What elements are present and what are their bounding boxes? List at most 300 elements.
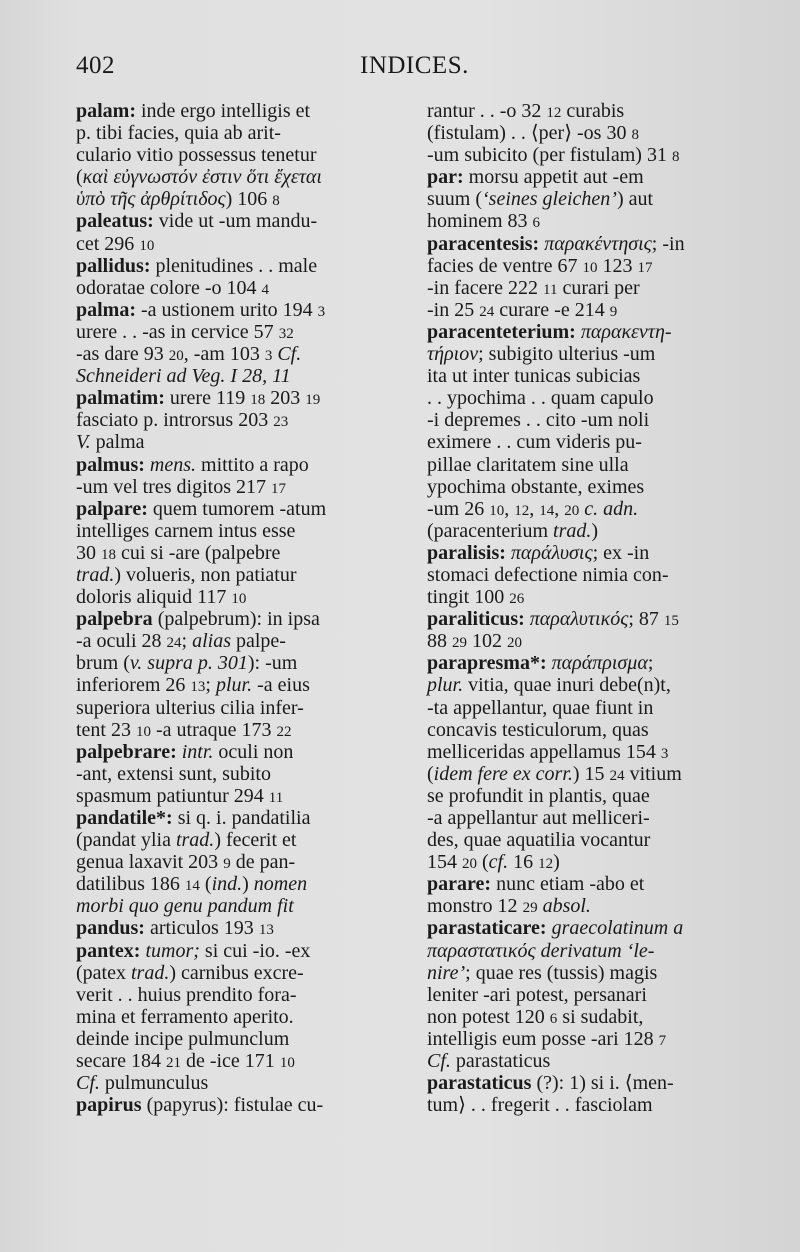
index-line bbox=[76, 1028, 386, 1050]
index-line bbox=[427, 431, 727, 453]
index-line bbox=[427, 697, 727, 719]
entry-text: ) bbox=[591, 519, 599, 542]
line-number: 9 bbox=[609, 303, 618, 320]
headword: paracentesis: bbox=[427, 232, 540, 255]
line-number: 18 bbox=[250, 392, 266, 409]
entry-text: de pan- bbox=[230, 851, 296, 874]
index-line bbox=[76, 321, 386, 343]
entry-text: vide ut -um mandu- bbox=[153, 210, 318, 233]
line-number: 10 bbox=[136, 723, 151, 740]
entry-text: ita ut inter tunicas subicias bbox=[427, 365, 641, 388]
entry-text: curabis bbox=[561, 100, 625, 122]
italic-text: morbi quo genu pandum fit bbox=[76, 895, 294, 918]
left-column bbox=[76, 100, 386, 1116]
index-line bbox=[427, 409, 727, 431]
index-line bbox=[76, 763, 386, 785]
index-line bbox=[427, 984, 727, 1006]
line-number: 24 bbox=[479, 303, 495, 320]
line-number: 13 bbox=[258, 922, 274, 939]
entry-text: -a ustionem urito 194 bbox=[136, 298, 318, 321]
line-number: 3 bbox=[264, 348, 273, 365]
entry-text: oculi non bbox=[213, 740, 294, 763]
entry-text: ) bbox=[553, 851, 560, 874]
entry-text: monstro 12 bbox=[427, 895, 523, 918]
line-number: 10 bbox=[582, 259, 598, 276]
entry-text: ; 87 bbox=[628, 608, 664, 631]
index-line bbox=[427, 586, 727, 608]
entry-text: inferiorem 26 bbox=[76, 674, 191, 697]
index-line bbox=[76, 299, 386, 321]
entry-text: quem tumorem -atum bbox=[147, 497, 327, 520]
line-number: 8 bbox=[671, 149, 680, 166]
entry-text: ) 15 bbox=[572, 762, 610, 785]
index-line bbox=[427, 476, 727, 498]
entry-text: fasciato p. introrsus 203 bbox=[76, 409, 274, 432]
entry-text: curari per bbox=[557, 276, 640, 299]
line-number: 15 bbox=[663, 613, 679, 630]
index-line bbox=[76, 917, 386, 939]
italic-text: παραλυτικός bbox=[529, 608, 629, 631]
italic-text: trad. bbox=[130, 961, 170, 984]
index-line bbox=[427, 564, 727, 586]
entry-text: concavis testiculorum, quas bbox=[427, 718, 649, 741]
index-line bbox=[427, 940, 727, 962]
entry-text: 123 bbox=[597, 254, 638, 277]
entry-text: secare 184 bbox=[76, 1050, 166, 1073]
line-number: 10 bbox=[231, 591, 247, 608]
index-line bbox=[76, 674, 386, 696]
italic-text: παράπρισμα bbox=[551, 652, 648, 675]
index-line bbox=[427, 454, 727, 476]
index-line bbox=[76, 1094, 386, 1116]
entry-text: rantur . . -o 32 bbox=[427, 100, 547, 122]
line-number: 12 bbox=[538, 856, 554, 873]
index-line bbox=[427, 741, 727, 763]
index-line bbox=[427, 210, 727, 232]
line-number: 14 bbox=[184, 878, 200, 895]
index-line bbox=[427, 299, 727, 321]
index-line bbox=[76, 586, 386, 608]
headword: par: bbox=[427, 166, 464, 189]
entry-text: tingit 100 bbox=[427, 586, 510, 609]
line-number: 20 bbox=[507, 635, 522, 652]
entry-text: hominem 83 bbox=[427, 210, 533, 233]
index-line bbox=[76, 608, 386, 630]
entry-text: facies de ventre 67 bbox=[427, 254, 583, 277]
index-line bbox=[427, 144, 727, 166]
index-line bbox=[427, 829, 727, 851]
index-line bbox=[76, 233, 386, 255]
entry-text: ) 106 bbox=[225, 188, 273, 211]
headword: paracenteterium: bbox=[427, 320, 576, 343]
line-number: 12 bbox=[546, 105, 562, 121]
italic-text: alias bbox=[192, 630, 231, 653]
entry-text: parastaticus bbox=[450, 1050, 551, 1073]
entry-text: , bbox=[554, 497, 565, 520]
headword: pallidus: bbox=[76, 254, 151, 277]
line-number: 6 bbox=[549, 1010, 558, 1027]
headword: parapresma*: bbox=[427, 652, 547, 675]
entry-text: , -am 103 bbox=[183, 343, 265, 366]
index-line bbox=[427, 962, 727, 984]
index-line bbox=[76, 343, 386, 365]
index-line bbox=[427, 1072, 727, 1094]
entry-text: ; bbox=[181, 630, 193, 653]
entry-text: ( bbox=[477, 851, 489, 874]
line-number: 11 bbox=[268, 789, 284, 806]
italic-text: absol. bbox=[542, 895, 591, 918]
entry-text: tent 23 bbox=[76, 718, 136, 741]
line-number: 24 bbox=[609, 767, 625, 784]
entry-text: (pandat ylia bbox=[76, 829, 176, 852]
entry-text: -a appellantur aut melliceri- bbox=[427, 807, 650, 829]
entry-text: ; bbox=[647, 652, 654, 675]
headword: palam: bbox=[76, 100, 136, 122]
entry-text: (palpebrum): in ipsa bbox=[152, 608, 320, 631]
index-line bbox=[427, 122, 727, 144]
headword: paralisis: bbox=[427, 541, 506, 564]
entry-text: ) fecerit et bbox=[214, 829, 297, 852]
entry-text: cet 296 bbox=[76, 232, 140, 255]
entry-text: vitia, quae inuri debe(n)t, bbox=[463, 674, 671, 697]
entry-text: . . ypochima . . quam capulo bbox=[427, 387, 654, 410]
italic-text: Cf. bbox=[427, 1050, 451, 1073]
line-number: 24 bbox=[166, 635, 182, 652]
line-number: 23 bbox=[273, 414, 289, 431]
italic-text: tumor; bbox=[145, 939, 200, 962]
page-number: 402 bbox=[76, 52, 115, 79]
index-line bbox=[76, 166, 386, 188]
entry-text: intelligis eum posse -ari 128 bbox=[427, 1027, 659, 1050]
entry-text: melliceridas appellamus 154 bbox=[427, 740, 661, 763]
index-line bbox=[76, 476, 386, 498]
italic-text: παρακέντησις bbox=[544, 232, 652, 255]
index-line bbox=[76, 807, 386, 829]
index-line bbox=[76, 697, 386, 719]
entry-text: stomaci defectione nimia con- bbox=[427, 563, 669, 586]
index-line bbox=[427, 630, 727, 652]
entry-text: si cui -io. -ex bbox=[199, 939, 311, 962]
entry-text: ( bbox=[76, 166, 83, 189]
headword: palmatim: bbox=[76, 387, 165, 410]
entry-text: ) volueris, non patiatur bbox=[114, 563, 297, 586]
index-line bbox=[76, 542, 386, 564]
entry-text: brum ( bbox=[76, 652, 130, 675]
entry-text: si q. i. pandatilia bbox=[172, 807, 311, 829]
index-line bbox=[76, 1072, 386, 1094]
index-line bbox=[427, 917, 727, 939]
index-line bbox=[76, 873, 386, 895]
italic-text: Cf. bbox=[76, 1072, 100, 1095]
entry-text: (fistulam) . . ⟨per⟩ -os 30 bbox=[427, 122, 632, 145]
index-line bbox=[427, 785, 727, 807]
italic-text: trad. bbox=[175, 829, 215, 852]
index-line bbox=[76, 940, 386, 962]
headword: palma: bbox=[76, 298, 136, 321]
entry-text: 203 bbox=[265, 387, 306, 410]
index-line bbox=[76, 122, 386, 144]
index-line bbox=[427, 851, 727, 873]
index-line bbox=[427, 321, 727, 343]
headword: palmus: bbox=[76, 453, 145, 476]
entry-text: si sudabit, bbox=[557, 1005, 644, 1028]
line-number: 22 bbox=[276, 723, 292, 740]
index-line bbox=[76, 741, 386, 763]
italic-text: καὶ εὐγνωστόν ἐστιν ὅτι ἔχεται bbox=[82, 166, 322, 189]
italic-text: graecolatinum a bbox=[551, 917, 684, 940]
index-line bbox=[76, 454, 386, 476]
index-line bbox=[427, 1050, 727, 1072]
headword: palpebrare: bbox=[76, 740, 177, 763]
index-line bbox=[76, 188, 386, 210]
running-title: INDICES. bbox=[360, 52, 469, 79]
italic-text: v. supra p. 301 bbox=[129, 652, 248, 675]
index-line bbox=[427, 674, 727, 696]
headword: palpare: bbox=[76, 497, 148, 520]
entry-text: 30 bbox=[76, 541, 101, 564]
italic-text: intr. bbox=[181, 740, 214, 763]
index-line bbox=[427, 652, 727, 674]
line-number: 6 bbox=[532, 215, 541, 232]
entry-text: , bbox=[504, 497, 515, 520]
entry-text: leniter -ari potest, persanari bbox=[427, 983, 647, 1006]
index-line bbox=[427, 188, 727, 210]
entry-text: ) bbox=[242, 873, 254, 896]
headword: pandus: bbox=[76, 917, 145, 940]
index-line bbox=[427, 520, 727, 542]
italic-text: Schneideri ad Veg. I 28, 11 bbox=[76, 365, 291, 388]
line-number: 12 bbox=[514, 502, 530, 519]
headword: papirus bbox=[76, 1094, 142, 1117]
italic-text: trad. bbox=[553, 519, 592, 542]
entry-text: (papyrus): fistulae cu- bbox=[141, 1094, 324, 1117]
index-line bbox=[76, 652, 386, 674]
entry-text: 16 bbox=[508, 851, 539, 874]
index-line bbox=[427, 542, 727, 564]
italic-text: nire’ bbox=[427, 961, 466, 984]
line-number: 20 bbox=[564, 502, 580, 519]
entry-text: articulos 193 bbox=[144, 917, 259, 940]
line-number: 7 bbox=[658, 1032, 667, 1049]
entry-text: ( bbox=[427, 762, 434, 785]
italic-text: ind. bbox=[211, 873, 243, 896]
entry-text: palpe- bbox=[231, 630, 286, 653]
entry-text: se profundit in plantis, quae bbox=[427, 784, 650, 807]
entry-text: (?): 1) si i. ⟨men- bbox=[531, 1072, 674, 1095]
entry-text: -a utraque 173 bbox=[151, 718, 277, 741]
italic-text: ὑπὸ τῆς ἀρθρίτιδος bbox=[76, 188, 226, 211]
italic-text: Cf. bbox=[277, 343, 302, 366]
entry-text: des, quae aquatilia vocantur bbox=[427, 829, 651, 852]
line-number: 4 bbox=[261, 281, 269, 298]
italic-text: plur. bbox=[427, 674, 464, 697]
index-line bbox=[427, 166, 727, 188]
index-line bbox=[427, 873, 727, 895]
entry-text: 102 bbox=[467, 630, 507, 653]
entry-text: urere . . -as in cervice 57 bbox=[76, 320, 279, 343]
entry-text: plenitudines . . male bbox=[150, 254, 318, 277]
italic-text: παράλυσις bbox=[510, 541, 593, 564]
index-line bbox=[76, 785, 386, 807]
line-number: 3 bbox=[660, 745, 669, 762]
index-line bbox=[427, 895, 727, 917]
index-line bbox=[76, 210, 386, 232]
entry-text: -a eius bbox=[252, 674, 310, 697]
italic-text: mens. bbox=[149, 453, 197, 476]
entry-text: -ant, extensi sunt, subito bbox=[76, 762, 271, 785]
entry-text: ; subigito ulterius -um bbox=[478, 343, 656, 366]
line-number: 14 bbox=[539, 502, 555, 519]
italic-text: cf. bbox=[488, 851, 509, 874]
italic-text: c. adn. bbox=[584, 497, 639, 520]
entry-text: ) aut bbox=[616, 188, 654, 211]
index-line bbox=[427, 763, 727, 785]
line-number: 10 bbox=[139, 237, 155, 254]
index-line bbox=[76, 365, 386, 387]
entry-text: -um 26 bbox=[427, 497, 490, 520]
headword: parare: bbox=[427, 873, 492, 896]
entry-text: ): -um bbox=[247, 652, 298, 675]
line-number: 17 bbox=[270, 480, 286, 497]
entry-text: eximere . . cum videris pu- bbox=[427, 431, 642, 454]
entry-text: (paracenterium bbox=[427, 519, 554, 542]
index-line bbox=[427, 608, 727, 630]
entry-text: culario vitio possessus tenetur bbox=[76, 144, 317, 167]
index-line bbox=[427, 719, 727, 741]
entry-text: morsu appetit aut -em bbox=[463, 166, 644, 189]
italic-text: ‘seines gleichen’ bbox=[482, 188, 617, 211]
entry-text: datilibus 186 bbox=[76, 873, 185, 896]
entry-text: spasmum patiuntur 294 bbox=[76, 784, 269, 807]
entry-text: mina et ferramento aperito. bbox=[76, 1005, 294, 1028]
index-line bbox=[76, 829, 386, 851]
entry-text: genua laxavit 203 bbox=[76, 851, 224, 874]
italic-text: idem fere ex corr. bbox=[433, 762, 573, 785]
index-line bbox=[427, 365, 727, 387]
entry-text: ( bbox=[199, 873, 212, 896]
entry-text: non potest 120 bbox=[427, 1005, 550, 1028]
entry-text: ypochima obstante, eximes bbox=[427, 475, 645, 498]
line-number: 10 bbox=[279, 1055, 295, 1072]
index-line bbox=[76, 719, 386, 741]
line-number: 8 bbox=[631, 127, 639, 144]
index-line bbox=[427, 387, 727, 409]
line-number: 18 bbox=[101, 546, 116, 563]
index-line bbox=[76, 409, 386, 431]
italic-text: παρακεντη- bbox=[580, 320, 672, 343]
italic-text: plur. bbox=[215, 674, 253, 697]
right-column bbox=[427, 100, 727, 1116]
index-line bbox=[76, 520, 386, 542]
index-line bbox=[76, 564, 386, 586]
italic-text: nomen bbox=[253, 873, 308, 896]
index-line bbox=[427, 233, 727, 255]
index-line bbox=[76, 630, 386, 652]
entry-text: -in 25 bbox=[427, 298, 480, 321]
entry-text: -um subicito (per fistulam) 31 bbox=[427, 144, 672, 167]
entry-text: -a oculi 28 bbox=[76, 630, 167, 653]
line-number: 8 bbox=[272, 193, 280, 210]
entry-text: odoratae colore -o 104 bbox=[76, 276, 262, 299]
headword: palpebra bbox=[76, 608, 153, 631]
entry-text: de -ice 171 bbox=[180, 1050, 280, 1073]
entry-text: pillae claritatem sine ulla bbox=[427, 453, 629, 476]
index-line bbox=[76, 1050, 386, 1072]
entry-text: tum⟩ . . fregerit . . fasciolam bbox=[427, 1094, 653, 1117]
entry-text: doloris aliquid 117 bbox=[76, 586, 232, 609]
index-line bbox=[76, 144, 386, 166]
entry-text: 154 bbox=[427, 851, 462, 874]
line-number: 21 bbox=[165, 1055, 181, 1072]
page-header bbox=[76, 52, 724, 92]
entry-text: -in facere 222 bbox=[427, 276, 544, 299]
italic-text: τήριον bbox=[427, 343, 479, 366]
entry-text: ; ex -in bbox=[592, 541, 650, 564]
entry-text: vitium bbox=[624, 762, 682, 785]
entry-text: intelliges carnem intus esse bbox=[76, 519, 296, 542]
entry-text: pulmunculus bbox=[99, 1072, 209, 1095]
entry-text: suum ( bbox=[427, 188, 482, 211]
headword: paraliticus: bbox=[427, 608, 525, 631]
index-line bbox=[427, 1094, 727, 1116]
entry-text: ; quae res (tussis) magis bbox=[465, 961, 658, 984]
headword: parastaticus bbox=[427, 1072, 532, 1095]
entry-text: , bbox=[529, 497, 540, 520]
entry-text: -um vel tres digitos 217 bbox=[76, 475, 271, 498]
entry-text: cui si -are (palpebre bbox=[116, 541, 281, 564]
headword: parastaticare: bbox=[427, 917, 547, 940]
index-line bbox=[427, 1028, 727, 1050]
index-line bbox=[427, 1006, 727, 1028]
index-line bbox=[76, 962, 386, 984]
entry-text: mittito a rapo bbox=[196, 453, 309, 476]
entry-text: verit . . huius prendito fora- bbox=[76, 983, 297, 1006]
headword: pandatile*: bbox=[76, 807, 173, 829]
italic-text: V. bbox=[76, 431, 91, 454]
index-line bbox=[76, 100, 386, 122]
entry-text: deinde incipe pulmunclum bbox=[76, 1027, 290, 1050]
line-number: 9 bbox=[223, 856, 231, 873]
line-number: 11 bbox=[543, 281, 558, 298]
line-number: 17 bbox=[637, 259, 653, 276]
headword: pantex: bbox=[76, 939, 141, 962]
entry-text: p. tibi facies, quia ab arit- bbox=[76, 122, 281, 145]
index-line bbox=[76, 1006, 386, 1028]
line-number: 13 bbox=[190, 679, 206, 696]
index-line bbox=[427, 807, 727, 829]
entry-text: -as dare 93 bbox=[76, 343, 169, 366]
index-line bbox=[76, 851, 386, 873]
entry-text: ; -in bbox=[651, 232, 685, 255]
index-line bbox=[427, 498, 727, 520]
line-number: 3 bbox=[317, 303, 326, 320]
line-number: 26 bbox=[509, 591, 525, 608]
line-number: 29 bbox=[522, 900, 538, 917]
line-number: 32 bbox=[278, 325, 294, 342]
line-number: 20 bbox=[168, 348, 184, 365]
line-number: 10 bbox=[489, 502, 505, 519]
entry-text: -ta appellantur, quae fiunt in bbox=[427, 696, 654, 719]
entry-text: curare -e 214 bbox=[494, 298, 610, 321]
line-number: 20 bbox=[462, 856, 477, 873]
entry-text: ) carnibus excre- bbox=[169, 961, 304, 984]
italic-text: trad. bbox=[76, 563, 115, 586]
index-line bbox=[427, 255, 727, 277]
entry-text: superiora ulterius cilia infer- bbox=[76, 696, 304, 719]
headword: paleatus: bbox=[76, 210, 154, 233]
entry-text: ; bbox=[205, 674, 216, 697]
entry-text: 88 bbox=[427, 630, 452, 653]
